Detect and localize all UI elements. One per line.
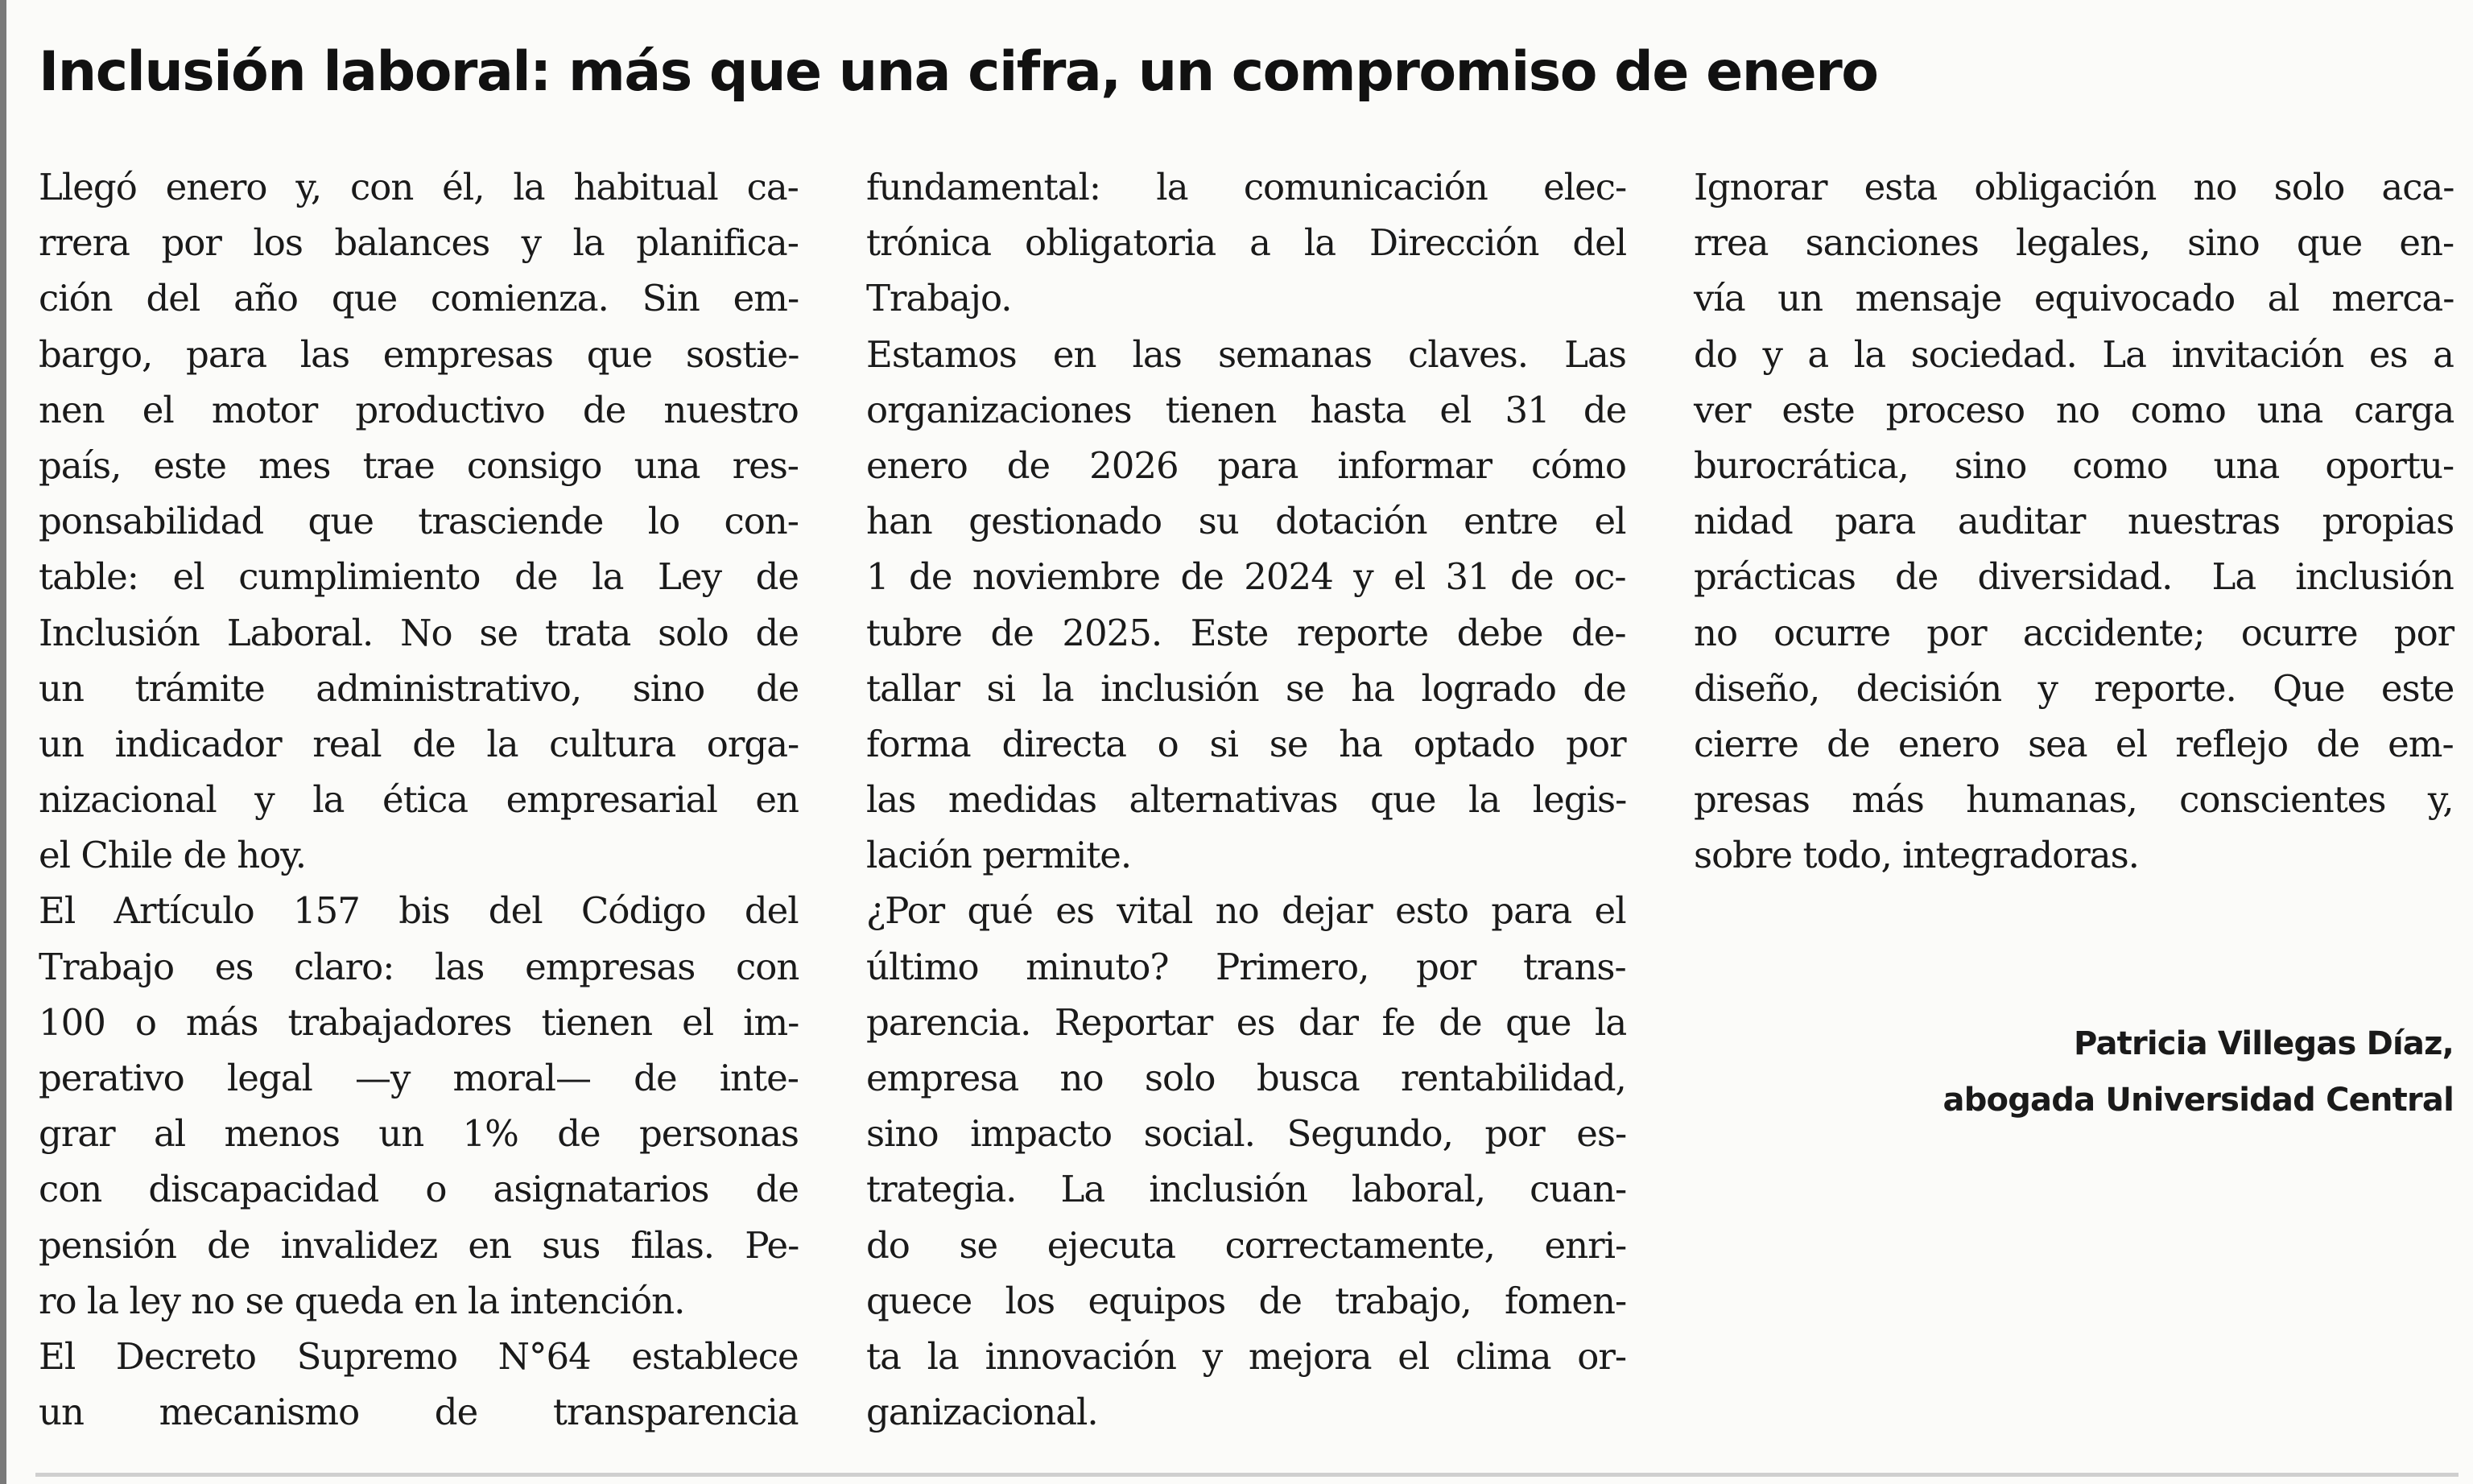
text-line: rrera por los balances y la planifica- <box>39 221 799 265</box>
text-line: bargo, para las empresas que sostie- <box>39 332 799 376</box>
text-line: 1 de noviembre de 2024 y el 31 de oc- <box>866 555 1626 599</box>
text-line: perativo legal —y moral— de inte- <box>39 1057 799 1099</box>
text-line: 100 o más trabajadores tienen el im- <box>39 1000 799 1044</box>
article-column-2 <box>866 159 1626 1440</box>
bottom-rule <box>35 1473 2459 1477</box>
text-line: trónica obligatoria a la Dirección del <box>866 221 1627 265</box>
text-line: Trabajo es claro: las empresas con <box>39 945 799 988</box>
text-line: El Artículo 157 bis del Código del <box>39 889 799 933</box>
text-line: nizacional y la ética empresarial en <box>39 778 799 822</box>
author-name: Patricia Villegas Díaz, <box>2074 1025 2454 1062</box>
text-line: ción del año que comienza. Sin em- <box>39 277 799 320</box>
text-line: nen el motor productivo de nuestro <box>39 388 799 431</box>
text-line: Llegó enero y, con él, la habitual ca- <box>39 166 799 208</box>
text-line: ver este proceso no como una carga <box>1694 388 2454 431</box>
text-line: Trabajo. <box>866 277 1012 320</box>
text-line: Inclusión Laboral. No se trata solo de <box>39 611 799 654</box>
text-line: presas más humanas, conscientes y, <box>1694 778 2454 822</box>
text-line: tubre de 2025. Este reporte debe de- <box>866 611 1626 654</box>
text-line: han gestionado su dotación entre el <box>866 500 1626 543</box>
text-line: quece los equipos de trabajo, fomen- <box>866 1279 1627 1322</box>
text-line: un trámite administrativo, sino de <box>39 666 799 710</box>
text-line: burocrática, sino como una oportu- <box>1694 443 2454 487</box>
text-line: do se ejecuta correctamente, enri- <box>866 1223 1627 1267</box>
text-line: prácticas de diversidad. La inclusión <box>1694 555 2454 599</box>
text-line: nidad para auditar nuestras propias <box>1694 500 2454 543</box>
text-line: ro la ley no se queda en la intención. <box>39 1279 685 1322</box>
text-line: ponsabilidad que trasciende lo con- <box>39 500 799 543</box>
author-signature <box>1694 1016 2454 1128</box>
text-line: ganizacional. <box>866 1391 1098 1434</box>
text-line: grar al menos un 1% de personas <box>39 1112 799 1156</box>
headline: Inclusión laboral: más que una cifra, un compromiso de enero <box>39 40 1878 104</box>
text-line: sobre todo, integradoras. <box>1694 834 2139 877</box>
text-line: un indicador real de la cultura orga- <box>39 722 799 765</box>
text-line: organizaciones tienen hasta el 31 de <box>866 388 1627 431</box>
text-line: sino impacto social. Segundo, por es- <box>866 1112 1627 1156</box>
text-line: lación permite. <box>866 834 1132 877</box>
text-line: diseño, decisión y reporte. Que este <box>1694 666 2454 710</box>
text-line: ¿Por qué es vital no dejar esto para el <box>866 889 1626 933</box>
text-line: enero de 2026 para informar cómo <box>866 443 1627 487</box>
author-role: abogada Universidad Central <box>1942 1082 2454 1119</box>
text-line: table: el cumplimiento de la Ley de <box>39 555 799 599</box>
text-line: pensión de invalidez en sus filas. Pe- <box>39 1223 799 1267</box>
text-line: país, este mes trae consigo una res- <box>39 443 799 487</box>
text-line: fundamental: la comunicación elec- <box>866 166 1627 208</box>
page-left-border <box>0 0 6 1484</box>
text-line: parencia. Reportar es dar fe de que la <box>866 1000 1627 1044</box>
text-line: trategia. La inclusión laboral, cuan- <box>866 1168 1627 1211</box>
text-line: rrea sanciones legales, sino que en- <box>1694 221 2454 265</box>
text-line: el Chile de hoy. <box>39 834 307 877</box>
text-line: vía un mensaje equivocado al merca- <box>1694 277 2454 320</box>
text-line: Ignorar esta obligación no solo aca- <box>1694 166 2454 208</box>
text-line: no ocurre por accidente; ocurre por <box>1694 611 2454 654</box>
text-line: tallar si la inclusión se ha logrado de <box>866 666 1626 710</box>
text-line: las medidas alternativas que la legis- <box>866 778 1627 822</box>
text-line: forma directa o si se ha optado por <box>866 722 1626 765</box>
text-line: El Decreto Supremo N°64 establece <box>39 1334 799 1378</box>
article-column-1 <box>39 159 799 1440</box>
text-line: cierre de enero sea el reflejo de em- <box>1694 722 2454 765</box>
text-line: empresa no solo busca rentabilidad, <box>866 1057 1626 1099</box>
article-column-3 <box>1694 159 2454 883</box>
text-line: ta la innovación y mejora el clima or- <box>866 1334 1627 1378</box>
text-line: último minuto? Primero, por trans- <box>866 945 1626 988</box>
text-line: do y a la sociedad. La invitación es a <box>1694 332 2454 376</box>
text-line: con discapacidad o asignatarios de <box>39 1168 799 1211</box>
text-line: un mecanismo de transparencia <box>39 1391 799 1434</box>
text-line: Estamos en las semanas claves. Las <box>866 332 1626 376</box>
